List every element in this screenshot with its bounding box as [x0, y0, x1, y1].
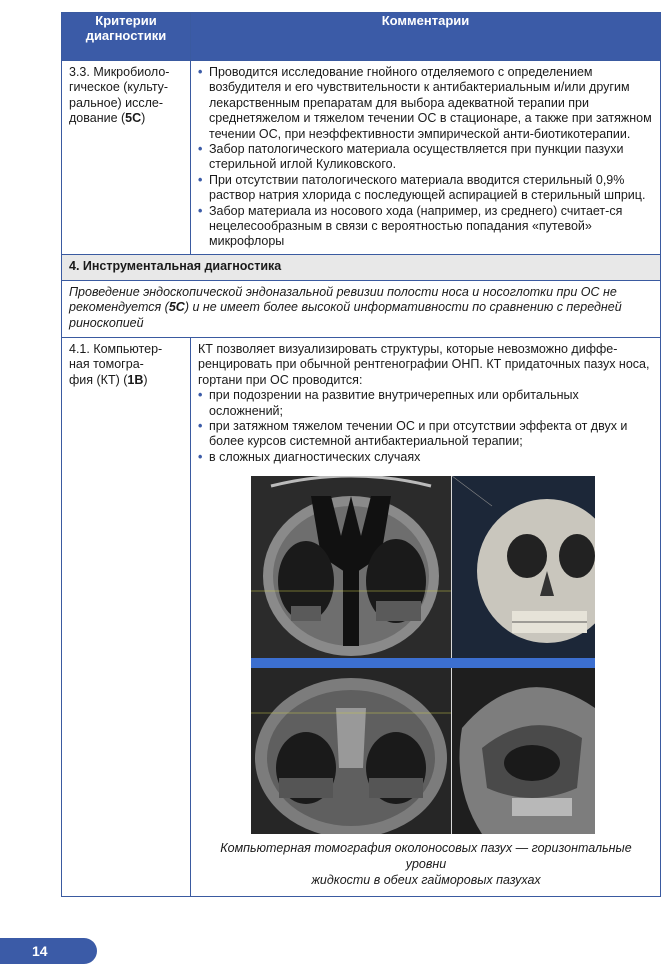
ct-3d-skull-image: [452, 476, 595, 658]
italic-note-row: [62, 280, 661, 337]
criterion-text: фия (КТ) (: [69, 372, 128, 387]
ct-sagittal-image: [452, 668, 595, 834]
criterion-cell: [62, 61, 191, 255]
list-item: • в сложных диагностических случаях: [198, 450, 654, 465]
criterion-line: 3.3. Микробиоло-: [69, 65, 170, 79]
list-item: • При отсутствии патологического материала вводится стерильный 0,9% раствор натрия хлорида с последующей аспирацией в стерильный шприц.: [198, 173, 654, 204]
criterion-line: 4.1. Компьютер-: [69, 341, 163, 356]
note-text: ) и не имеет более высокой информативности по сравнению с передней риноскопией: [69, 300, 622, 330]
page-number: 14: [0, 938, 97, 964]
list-item: • Забор патологического материала осуществляется при пункции пазухи стерильной иглой Куликовского.: [198, 142, 654, 173]
header-criteria-line2: диагностики: [85, 28, 167, 43]
note-text: Проведение эндоскопической эндоназальной ревизии полости носа и носоглотки при ОС не рекомендуется (: [69, 284, 617, 315]
caption-line: Компьютерная томография околоносовых пазух — горизонтальные уровни: [220, 841, 632, 872]
viewer-toolbar: [251, 658, 595, 668]
header-criteria: [62, 13, 191, 61]
bullet-list: [198, 388, 654, 465]
criterion-line: ная томогра-: [69, 357, 144, 372]
italic-note: [62, 280, 661, 337]
table-row-microbiology: [62, 61, 661, 255]
section-title: 4. Инструментальная диагностика: [62, 254, 661, 280]
ct-intro: КТ позволяет визуализировать структуры, которые невозможно диффе-ренцировать при обычной рентгенографии ОНП. КТ придаточных пазух носа, гортани при ОС проводится:: [198, 341, 650, 387]
comment-cell: [191, 337, 661, 896]
section-row: [62, 254, 661, 280]
criterion-end: ): [143, 372, 148, 387]
criterion-cell: [62, 337, 191, 896]
table-header-row: [62, 13, 661, 61]
criterion-line: [69, 373, 186, 388]
figure-caption: [198, 834, 654, 892]
ct-coronal-image: [251, 476, 451, 658]
comment-cell: [191, 61, 661, 255]
table-row-ct: [62, 337, 661, 896]
ct-axial-image: [251, 668, 451, 834]
evidence-level: 5С: [168, 300, 185, 315]
criterion-end: ): [141, 111, 146, 126]
evidence-level: 1В: [127, 372, 144, 387]
page-content: [61, 12, 661, 897]
bullet-list: [198, 65, 654, 250]
evidence-level: 5С: [125, 111, 142, 126]
diagnostics-table: [61, 12, 661, 897]
list-item: • при подозрении на развитие внутричерепных или орбитальных осложнений;: [198, 388, 654, 419]
header-comments: Комментарии: [191, 13, 661, 61]
ct-figure: [251, 476, 595, 834]
header-criteria-line1: Критерии: [95, 13, 157, 28]
list-item: • при затяжном тяжелом течении ОС и при отсутствии эффекта от двух и более курсов системной антибактериальной терапии;: [198, 419, 654, 450]
list-item: • Проводится исследование гнойного отделяемого с определением возбудителя и его чувствительности к антибактериальным и/или другим лекарственным препаратам для выбора адекватной терапии при среднетяжелом и тяжелом течении ОС в стационаре, а также при затяжном течении ОС, при неэффективности эмпирической анти-биотикотерапии.: [198, 65, 654, 142]
caption-line: жидкости в обеих гайморовых пазухах: [311, 873, 541, 888]
criterion-text: дование (: [69, 111, 126, 126]
criterion-line: [69, 111, 186, 126]
criterion-line: ральное) иссле-: [69, 95, 164, 110]
list-item: • Забор материала из носового хода (например, из среднего) считает-ся нецелесообразным в связи с вероятностью попадания «путевой» микрофлоры: [198, 204, 654, 250]
criterion-line: гическое (культу-: [69, 80, 169, 95]
